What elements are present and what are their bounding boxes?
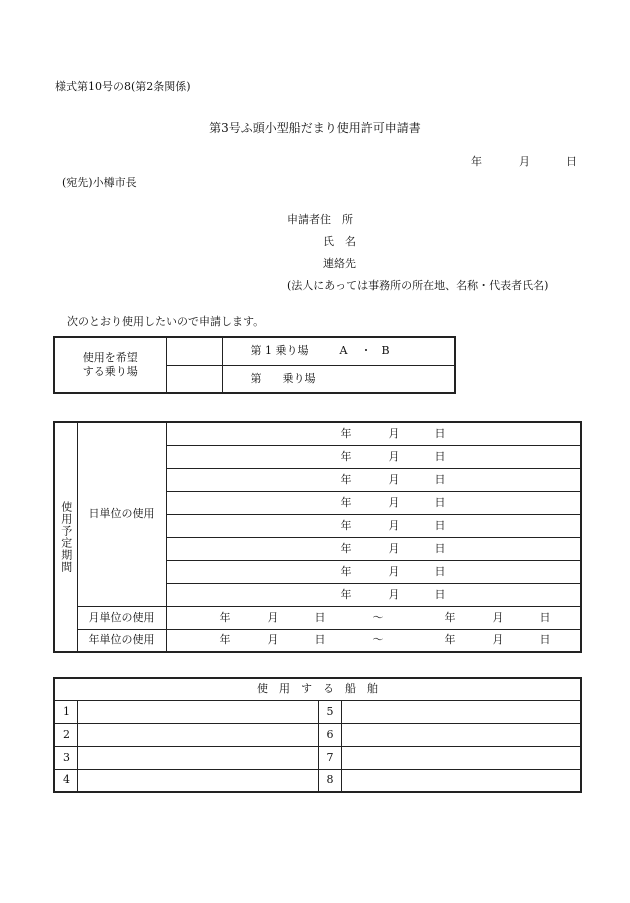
monthly-range-cell[interactable] <box>166 606 581 629</box>
vessel-table <box>53 677 582 793</box>
daily-day: 日 <box>434 587 446 601</box>
page-title: 第3号ふ頭小型船だまり使用許可申請書 <box>209 121 421 135</box>
daily-month: 月 <box>388 541 400 555</box>
berth-row2-prefix: 第 <box>250 371 262 385</box>
yearly-range-start-year: 年 <box>219 633 231 647</box>
daily-day: 日 <box>434 564 446 578</box>
vessel-row <box>54 746 581 769</box>
berth-option-a[interactable]: A <box>339 344 348 358</box>
yearly-range-start-day: 日 <box>314 633 326 647</box>
daily-month: 月 <box>388 449 400 463</box>
berth-option-separator: ・ <box>360 344 372 358</box>
monthly-range-start-month: 月 <box>267 610 279 624</box>
vessel-number-right: 5 <box>318 700 341 723</box>
daily-month: 月 <box>388 495 400 509</box>
intro-text: 次のとおり使用したいので申請します。 <box>67 315 265 328</box>
berth-table <box>53 336 456 394</box>
vessel-number-left: 4 <box>54 769 77 792</box>
berth-option-row-2 <box>222 365 455 393</box>
daily-day: 日 <box>434 449 446 463</box>
monthly-range-end-year: 年 <box>444 610 456 624</box>
vessel-number-right: 7 <box>318 746 341 769</box>
form-code: 様式第10号の8(第2条関係) <box>55 80 191 93</box>
vessel-row <box>54 700 581 723</box>
vessel-name-field-left[interactable] <box>77 700 318 723</box>
vessel-number-right: 8 <box>318 769 341 792</box>
vessel-number-left: 3 <box>54 746 77 769</box>
daily-label-cell <box>77 422 166 606</box>
daily-date-cell[interactable] <box>166 583 581 606</box>
berth-label-line1: 使用を希望 <box>82 351 138 364</box>
daily-month: 月 <box>388 564 400 578</box>
monthly-range-start-day: 日 <box>314 610 326 624</box>
addressee: (宛先)小樽市長 <box>62 176 137 189</box>
berth-label-line2: する乗り場 <box>82 365 138 378</box>
vessel-row <box>54 723 581 746</box>
daily-date-cell[interactable] <box>166 468 581 491</box>
daily-year: 年 <box>340 495 352 509</box>
daily-year: 年 <box>340 449 352 463</box>
date-year-label: 年 <box>471 155 482 168</box>
date-day-label: 日 <box>566 155 577 168</box>
monthly-range-end-day: 日 <box>539 610 551 624</box>
daily-day: 日 <box>434 518 446 532</box>
yearly-row <box>54 629 581 652</box>
daily-day: 日 <box>434 472 446 486</box>
yearly-range-cell[interactable] <box>166 629 581 652</box>
daily-label: 日単位の使用 <box>88 507 155 521</box>
period-table <box>53 421 582 653</box>
daily-year: 年 <box>340 472 352 486</box>
vessel-name-field-right[interactable] <box>341 746 581 769</box>
applicant-address-label: 申請者住 所 <box>287 213 353 226</box>
daily-row <box>54 422 581 445</box>
daily-year: 年 <box>340 587 352 601</box>
vessel-row <box>54 769 581 792</box>
vessel-number-right: 6 <box>318 723 341 746</box>
monthly-label: 月単位の使用 <box>88 610 155 624</box>
corporate-note: (法人にあっては事務所の所在地、名称・代表者氏名) <box>287 279 549 292</box>
vessel-name-field-right[interactable] <box>341 723 581 746</box>
berth-option-b[interactable]: B <box>381 344 390 358</box>
vessel-name-field-right[interactable] <box>341 769 581 792</box>
daily-date-cell[interactable] <box>166 445 581 468</box>
monthly-range-start-year: 年 <box>219 610 231 624</box>
yearly-range-end-year: 年 <box>444 633 456 647</box>
applicant-name-label: 氏 名 <box>323 235 356 248</box>
yearly-range-end-month: 月 <box>492 633 504 647</box>
yearly-range-tilde: ～ <box>372 633 384 647</box>
daily-month: 月 <box>388 472 400 486</box>
daily-date-cell[interactable] <box>166 422 581 445</box>
daily-month: 月 <box>388 587 400 601</box>
daily-date-cell[interactable] <box>166 537 581 560</box>
daily-month: 月 <box>388 426 400 440</box>
vessel-name-field-left[interactable] <box>77 746 318 769</box>
daily-month: 月 <box>388 518 400 532</box>
daily-day: 日 <box>434 495 446 509</box>
vessel-header: 使 用 す る 船 舶 <box>54 678 581 700</box>
yearly-label-cell <box>77 629 166 652</box>
monthly-row <box>54 606 581 629</box>
daily-day: 日 <box>434 426 446 440</box>
monthly-range-end-month: 月 <box>492 610 504 624</box>
vessel-name-field-left[interactable] <box>77 769 318 792</box>
daily-year: 年 <box>340 564 352 578</box>
yearly-range-end-day: 日 <box>539 633 551 647</box>
berth-label-cell <box>54 337 166 393</box>
monthly-label-cell <box>77 606 166 629</box>
period-vertical-label: 使用予定期間 <box>59 501 73 573</box>
berth-row1-prefix: 第 1 乗り場 <box>250 344 309 358</box>
monthly-range-tilde: ～ <box>372 610 384 624</box>
applicant-contact-label: 連絡先 <box>323 257 356 270</box>
daily-day: 日 <box>434 541 446 555</box>
daily-year: 年 <box>340 518 352 532</box>
daily-year: 年 <box>340 426 352 440</box>
berth-check-1[interactable] <box>166 337 222 365</box>
vessel-number-left: 2 <box>54 723 77 746</box>
period-vertical-label-cell <box>54 422 77 652</box>
yearly-range-start-month: 月 <box>267 633 279 647</box>
vessel-number-left: 1 <box>54 700 77 723</box>
vessel-name-field-left[interactable] <box>77 723 318 746</box>
berth-row2-suffix: 乗り場 <box>282 371 316 385</box>
daily-date-cell[interactable] <box>166 560 581 583</box>
yearly-label: 年単位の使用 <box>88 633 155 647</box>
berth-check-2[interactable] <box>166 365 222 393</box>
daily-date-cell[interactable] <box>166 491 581 514</box>
daily-year: 年 <box>340 541 352 555</box>
date-month-label: 月 <box>519 155 530 168</box>
daily-date-cell[interactable] <box>166 514 581 537</box>
berth-option-row-1 <box>222 337 455 365</box>
vessel-name-field-right[interactable] <box>341 700 581 723</box>
